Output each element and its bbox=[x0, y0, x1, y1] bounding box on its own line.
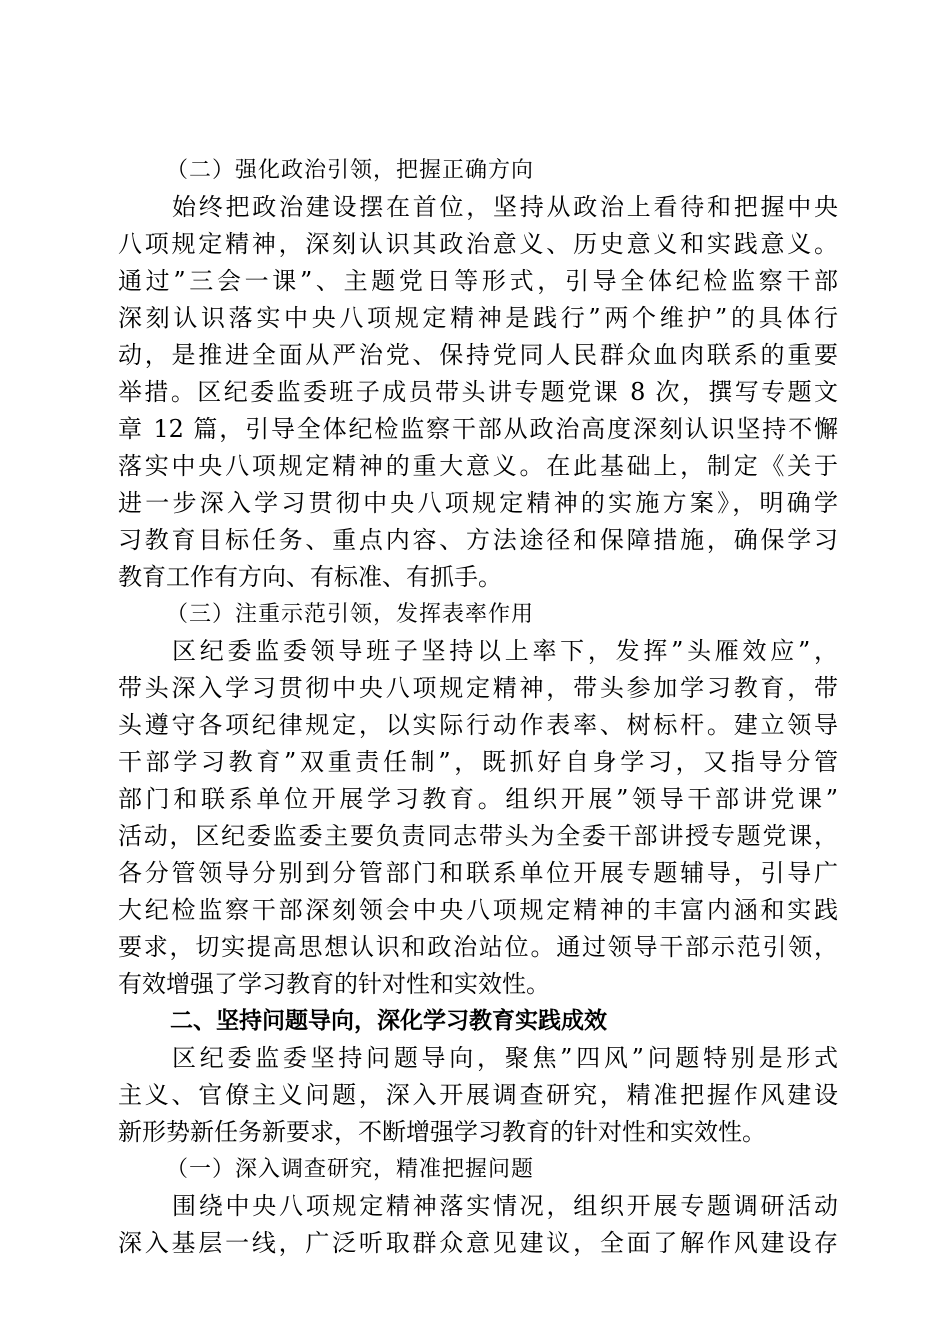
paragraph-line: 习教育目标任务、重点内容、方法途径和保障措施，确保学习 bbox=[118, 526, 838, 554]
paragraph bbox=[118, 1188, 838, 1262]
section-subheading: （三）注重示范引领，发挥表率作用 bbox=[166, 602, 535, 627]
paragraph-line: 部门和联系单位开展学习教育。组织开展”领导干部讲党课” bbox=[118, 785, 838, 813]
paragraph-line: 八项规定精神，深刻认识其政治意义、历史意义和实践意义。 bbox=[118, 230, 838, 258]
paragraph-line: 主义、官僚主义问题，深入开展调查研究，精准把握作风建设 bbox=[118, 1081, 838, 1109]
paragraph-line: 动，是推进全面从严治党、保持党同人民群众血肉联系的重要 bbox=[118, 341, 838, 369]
paragraph-line: 举措。区纪委监委班子成员带头讲专题党课 8 次，撰写专题文 bbox=[118, 378, 838, 406]
section-subheading: （二）强化政治引领，把握正确方向 bbox=[166, 158, 535, 183]
paragraph-line: 区纪委监委领导班子坚持以上率下，发挥”头雁效应”， bbox=[172, 637, 838, 665]
paragraph-line: 教育工作有方向、有标准、有抓手。 bbox=[118, 563, 502, 591]
paragraph-line: 新形势新任务新要求，不断增强学习教育的针对性和实效性。 bbox=[118, 1118, 766, 1146]
paragraph-line: 始终把政治建设摆在首位，坚持从政治上看待和把握中央 bbox=[172, 193, 838, 221]
paragraph-line: 通过”三会一课”、主题党日等形式，引导全体纪检监察干部 bbox=[118, 267, 838, 295]
paragraph-line: 落实中央八项规定精神的重大意义。在此基础上，制定《关于 bbox=[118, 452, 838, 480]
paragraph-line: 深入基层一线，广泛听取群众意见建议，全面了解作风建设存 bbox=[118, 1229, 838, 1257]
paragraph bbox=[118, 633, 838, 1003]
paragraph-line: 干部学习教育”双重责任制”，既抓好自身学习，又指导分管 bbox=[118, 748, 838, 776]
paragraph-line: 各分管领导分别到分管部门和联系单位开展专题辅导，引导广 bbox=[118, 859, 838, 887]
document-body bbox=[118, 152, 838, 1262]
paragraph-line: 进一步深入学习贯彻中央八项规定精神的实施方案》，明确学 bbox=[118, 489, 838, 517]
paragraph-line: 活动，区纪委监委主要负责同志带头为全委干部讲授专题党课， bbox=[118, 822, 838, 850]
paragraph-line: 头遵守各项纪律规定，以实际行动作表率、树标杆。建立领导 bbox=[118, 711, 838, 739]
paragraph-line: 要求，切实提高思想认识和政治站位。通过领导干部示范引领， bbox=[118, 933, 838, 961]
paragraph-line: 围绕中央八项规定精神落实情况，组织开展专题调研活动 bbox=[172, 1192, 838, 1220]
paragraph-line: 有效增强了学习教育的针对性和实效性。 bbox=[118, 970, 550, 998]
paragraph bbox=[118, 1040, 838, 1151]
paragraph-line: 大纪检监察干部深刻领会中央八项规定精神的丰富内涵和实践 bbox=[118, 896, 838, 924]
paragraph-line: 深刻认识落实中央八项规定精神是践行”两个维护”的具体行 bbox=[118, 304, 838, 332]
paragraph-line: 带头深入学习贯彻中央八项规定精神，带头参加学习教育，带 bbox=[118, 674, 838, 702]
section-subheading: （一）深入调查研究，精准把握问题 bbox=[166, 1157, 535, 1182]
paragraph-line: 章 12 篇，引导全体纪检监察干部从政治高度深刻认识坚持不懈 bbox=[118, 415, 838, 443]
section-heading: 二、坚持问题导向，深化学习教育实践成效 bbox=[170, 1008, 607, 1034]
paragraph bbox=[118, 189, 838, 596]
paragraph-line: 区纪委监委坚持问题导向，聚焦”四风”问题特别是形式 bbox=[172, 1044, 838, 1072]
